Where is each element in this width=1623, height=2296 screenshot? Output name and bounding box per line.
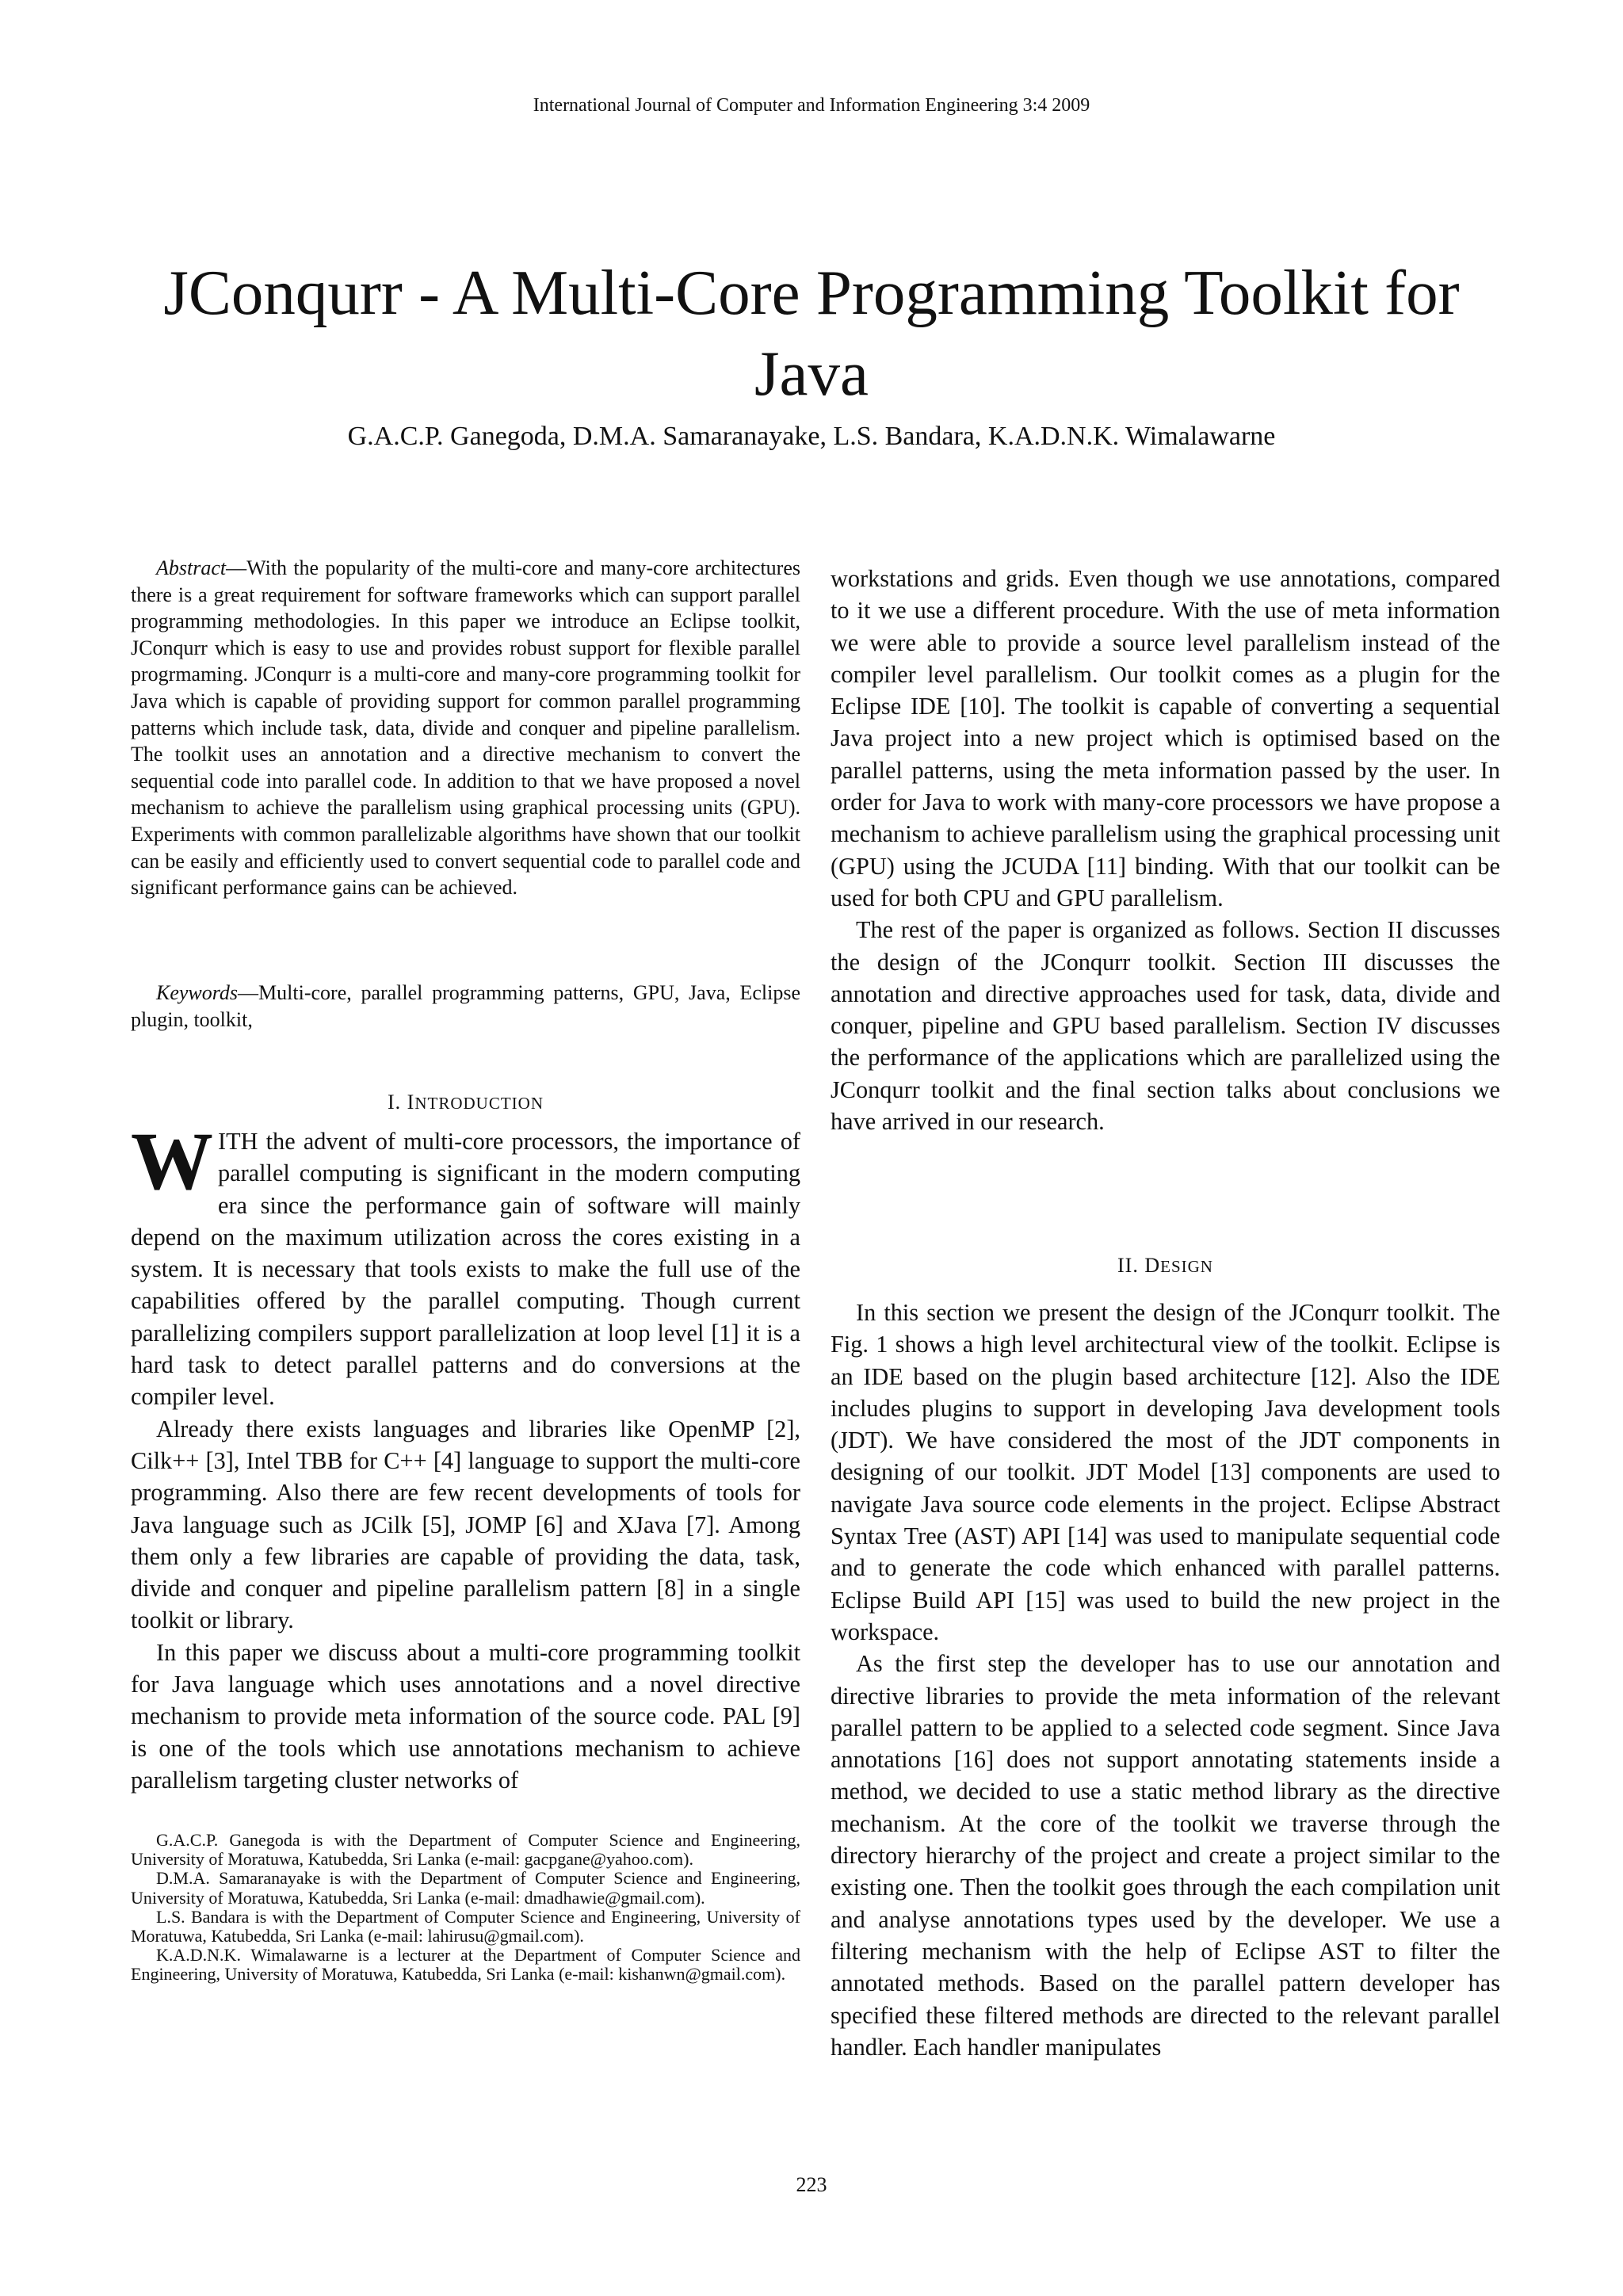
section-initial: D xyxy=(1144,1254,1161,1277)
introduction-body xyxy=(131,1116,800,1796)
author-footnotes xyxy=(131,1831,800,1985)
drop-cap: W xyxy=(131,1116,213,1207)
intro-paragraph-3: In this paper we discuss about a multi-core programming toolkit for Java language which uses annotations and a novel directive mechanism to provide meta information of the source code. PAL [9] is one of the tools which use annotations mechanism to achieve parallelism targeting cluster networks of xyxy=(131,1638,800,1794)
footnote: G.A.C.P. Ganegoda is with the Department of Computer Science and Engineering, University of Moratuwa, Katubedda, Sri Lanka (e-mail: gacpgane@yahoo.com). xyxy=(131,1830,800,1870)
section-title-rest: NTRODUCTION xyxy=(414,1094,544,1113)
intro-paragraph-4: The rest of the paper is organized as follows. Section II discusses the design of the JConqurr toolkit. Section III discusses the annotation and directive approaches used for task, data, divide and conquer, pipeline and GPU based parallelism. Section IV discusses the performance of the applications which are parallelized using the JConqurr toolkit and the final section talks about conclusions we have arrived in our research. xyxy=(831,916,1500,1136)
section-numeral: I. xyxy=(388,1091,407,1114)
design-paragraph-1: In this section we present the design of the JConqurr toolkit. The Fig. 1 shows a high level architectural view of the toolkit. Eclipse is an IDE based on the plugin based architecture [12]. Also the IDE includes plugins to support in developing Java development tools (JDT). We have considered the most of the JDT components in designing of our toolkit. JDT Model [13] components are used to navigate Java source code elements in the project. Eclipse Abstract Syntax Tree (AST) API [14] was used to manipulate sequential code and to generate the code which enhanced with parallel patterns. Eclipse Build API [15] was used to build the new project in the workspace. xyxy=(831,1299,1500,1645)
intro-paragraph-1-text: ITH the advent of multi-core processors, the importance of parallel computing is significant in the modern computing era since the performance gain of software will mainly depend on the maximum utilization across the cores existing in a system. It is necessary that tools exists to make the full use of the capabilities offered by the parallel computing. Though current parallelizing compilers support parallelization at loop level [1] it is a hard task to detect parallel patterns and do conversions at the compiler level. xyxy=(131,1128,800,1411)
paper-title: JConqurr - A Multi-Core Programming Toolkit for Java xyxy=(163,257,1460,409)
abstract-text: —With the popularity of the multi-core and many-core architectures there is a great requirement for software frameworks which can support parallel programming methodologies. In this paper we introduce an Eclipse toolkit, JConqurr which is easy to use and provides robust support for flexible parallel progrmaming. JConqurr is a multi-core and many-core programming toolkit for Java which is capable of providing support for common parallel programming patterns which include task, data, divide and conquer and pipeline parallelism. The toolkit uses an annotation and a directive mechanism to convert the sequential code into parallel code. In addition to that we have proposed a novel mechanism to achieve the parallelism using graphical processing units (GPU). Experiments with common parallelizable algorithms have shown that our toolkit can be easily and efficiently used to convert sequential code to parallel code and significant performance gains can be achieved. xyxy=(131,556,800,900)
footnote: L.S. Bandara is with the Department of Computer Science and Engineering, University of Moratuwa, Katubedda, Sri Lanka (e-mail: lahirusu@gmail.com). xyxy=(131,1906,800,1946)
intro-continued xyxy=(831,563,1500,1137)
keywords-text: —Multi-core, parallel programming patterns, GPU, Java, Eclipse plugin, toolkit, xyxy=(131,981,800,1031)
section-initial: I xyxy=(407,1091,415,1114)
section-title-rest: ESIGN xyxy=(1160,1257,1213,1276)
design-body xyxy=(831,1297,1500,2063)
page-number: 223 xyxy=(796,2173,827,2196)
author-list: G.A.C.P. Ganegoda, D.M.A. Samaranayake, L.S. Bandara, K.A.D.N.K. Wimalawarne xyxy=(347,422,1276,451)
footnote: D.M.A. Samaranayake is with the Department of Computer Science and Engineering, University of Moratuwa, Katubedda, Sri Lanka (e-mail: dmadhawie@gmail.com). xyxy=(131,1868,800,1908)
intro-paragraph-1 xyxy=(131,1116,800,1413)
keywords-label: Keywords xyxy=(156,981,239,1004)
intro-paragraph-2: Already there exists languages and libraries like OpenMP [2], Cilk++ [3], Intel TBB for C++ [4] language to support the multi-core programming. Also there are few recent developments of tools for Java language such as JCilk [5], JOMP [6] and XJava [7]. Among them only a few libraries are capable of providing the data, task, divide and conquer and pipeline parallelism pattern [8] in a single toolkit or library. xyxy=(131,1415,800,1634)
section-heading-design xyxy=(831,1254,1500,1278)
section-numeral: II. xyxy=(1117,1254,1145,1277)
section-heading-introduction xyxy=(131,1091,800,1114)
abstract xyxy=(131,555,800,901)
keywords xyxy=(131,980,800,1033)
footnote: K.A.D.N.K. Wimalawarne is a lecturer at the Department of Computer Science and Engineering, University of Moratuwa, Katubedda, Sri Lanka (e-mail: kishanwn@gmail.com). xyxy=(131,1945,800,1985)
running-head: International Journal of Computer and Information Engineering 3:4 2009 xyxy=(533,95,1090,116)
design-paragraph-2: As the first step the developer has to use our annotation and directive libraries to provide the meta information of the relevant parallel pattern to be applied to a selected code segment. Since Java annotations [16] does not support annotating statements inside a method, we decided to use a static method library as the directive mechanism. At the core of the toolkit we traverse through the directory hierarchy of the project and create a project similar to the existing one. Then the toolkit goes through the each compilation unit and analyse annotations types used by the developer. We use a filtering mechanism with the help of Eclipse AST to filter the annotated methods. Based on the parallel pattern developer has specified these filtered methods are directed to the relevant parallel handler. Each handler manipulates xyxy=(831,1650,1500,2061)
intro-paragraph-3-continued: workstations and grids. Even though we use annotations, compared to it we use a different procedure. With the use of meta information we were able to provide a source level parallelism instead of the compiler level parallelism. Our toolkit comes as a plugin for the Eclipse IDE [10]. The toolkit is capable of converting a sequential Java project into a new project which is optimised based on the parallel patterns, using the meta information passed by the user. In order for Java to work with many-core processors we have propose a mechanism to achieve parallelism using the graphical processing unit (GPU) using the JCUDA [11] binding. With that our toolkit can be used for both CPU and GPU parallelism. xyxy=(831,565,1500,911)
abstract-label: Abstract xyxy=(156,556,227,579)
